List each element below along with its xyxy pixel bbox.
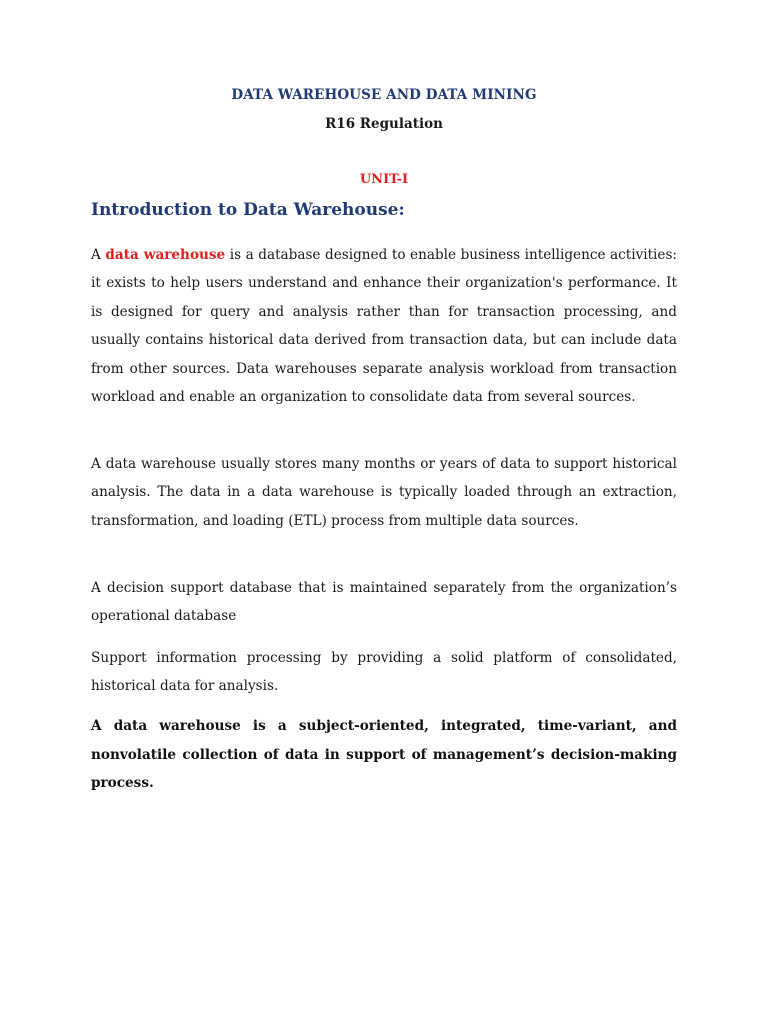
paragraph-intro-rest: is a database designed to enable business intelligence activities: it exists to help users understand and enhance their organization's performance. It is designed for query and analysis rather than for transaction processing, and usually contains historical data derived from transaction data, but can include data from other sources. Data warehouses separate analysis workload from transaction workload and enable an organization to consolidate data from several sources. — [91, 247, 678, 406]
section-heading: Introduction to Data Warehouse: — [91, 200, 405, 220]
paragraph-definition: A data warehouse is a subject-oriented, integrated, time-variant, and nonvolatile collection of data in support of management’s decision-making process. — [91, 718, 677, 792]
paragraph-intro — [91, 241, 677, 411]
paragraph-historical-analysis: A data warehouse usually stores many months or years of data to support historical analysis. The data in a data warehouse is typically loaded through an extraction, transformation, and loading (ETL) process from multiple data sources. — [91, 456, 677, 529]
document-subtitle: R16 Regulation — [325, 116, 443, 132]
document-title: DATA WAREHOUSE AND DATA MINING — [231, 87, 537, 103]
term-data-warehouse: data warehouse — [105, 247, 226, 263]
unit-label: UNIT-I — [359, 172, 409, 187]
paragraph-intro-prefix: A — [91, 247, 106, 263]
paragraph-information-processing: Support information processing by providing a solid platform of consolidated, historical data for analysis. — [91, 650, 677, 695]
paragraph-decision-support: A decision support database that is maintained separately from the organization’s operational database — [91, 580, 677, 625]
